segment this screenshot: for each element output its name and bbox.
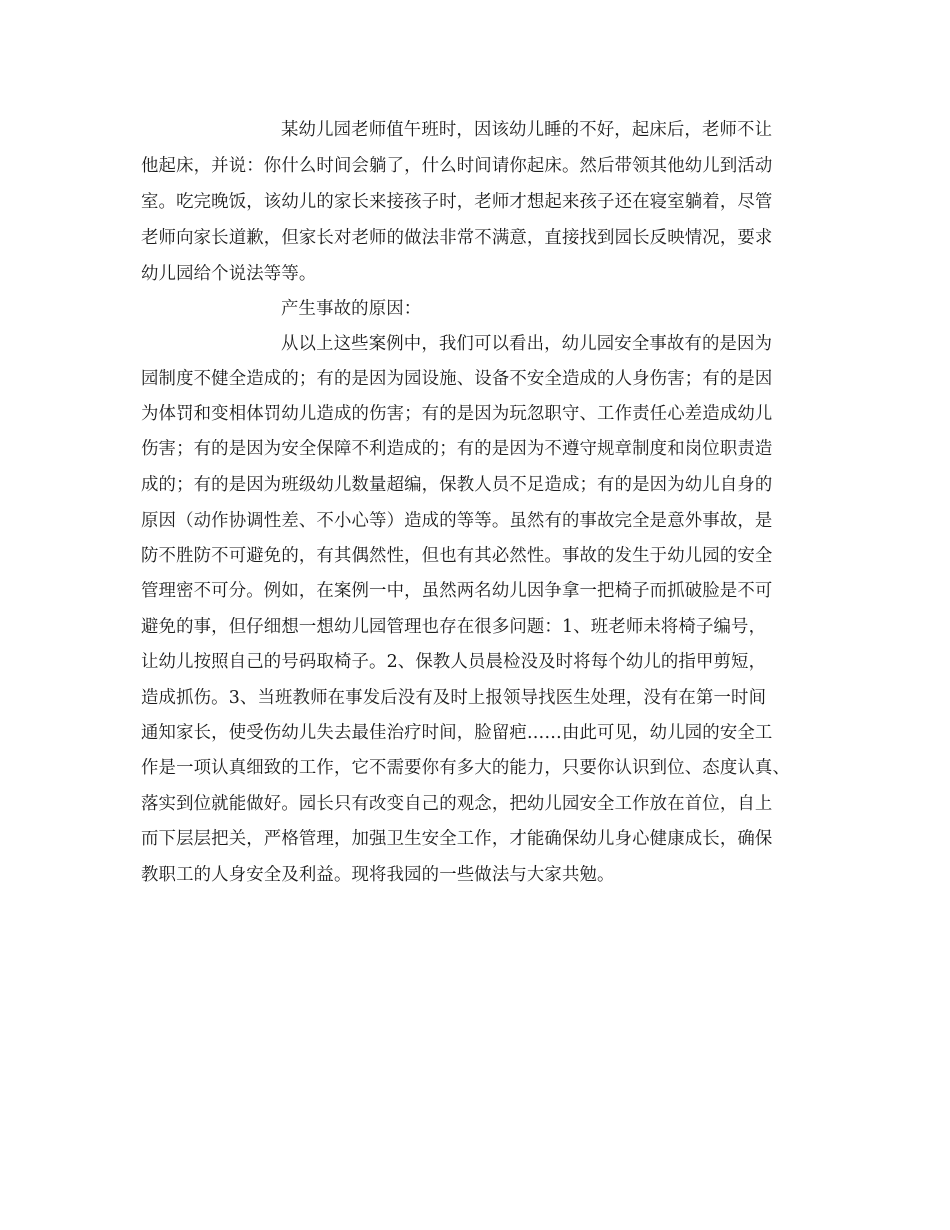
paragraph-1-line-5: 幼儿园给个说法等等。 bbox=[141, 264, 317, 284]
paragraph-3-line-4: 伤害；有的是因为安全保障不利造成的；有的是因为不遵守规章制度和岗位职责造 bbox=[141, 439, 773, 459]
paragraph-1-line-2: 他起床，并说：你什么时间会躺了，什么时间请你起床。然后带领其他幼儿到活动 bbox=[141, 156, 773, 176]
paragraph-3-line-8: 管理密不可分。例如，在案例一中，虽然两名幼儿因争拿一把椅子而抓破脸是不可 bbox=[141, 581, 773, 601]
paragraph-3-line-15: 而下层层把关，严格管理，加强卫生安全工作，才能确保幼儿身心健康成长，确保 bbox=[141, 829, 773, 849]
paragraph-3-line-11: 造成抓伤。3、当班教师在事发后没有及时上报领导找医生处理，没有在第一时间 bbox=[141, 688, 767, 708]
paragraph-3-line-7: 防不胜防不可避免的，有其偶然性，但也有其必然性。事故的发生于幼儿园的安全 bbox=[141, 546, 773, 566]
paragraph-3-line-5: 成的；有的是因为班级幼儿数量超编，保教人员不足造成；有的是因为幼儿自身的 bbox=[141, 475, 773, 495]
paragraph-3-line-16: 教职工的人身安全及利益。现将我园的一些做法与大家共勉。 bbox=[141, 865, 615, 885]
paragraph-3-line-9: 避免的事，但仔细想一想幼儿园管理也存在很多问题：1、班老师未将椅子编号， bbox=[141, 617, 767, 637]
paragraph-3-line-14: 落实到位就能做好。园长只有改变自己的观念，把幼儿园安全工作放在首位，自上 bbox=[141, 794, 773, 814]
paragraph-3-line-10: 让幼儿按照自己的号码取椅子。2、保教人员晨检没及时将每个幼儿的指甲剪短， bbox=[141, 652, 767, 672]
paragraph-1-line-1: 某幼儿园老师值午班时，因该幼儿睡的不好，起床后，老师不让 bbox=[281, 120, 773, 140]
paragraph-3-line-1: 从以上这些案例中，我们可以看出，幼儿园安全事故有的是因为 bbox=[281, 334, 773, 354]
paragraph-3-line-12: 通知家长，使受伤幼儿失去最佳治疗时间，脸留疤……由此可见，幼儿园的安全工 bbox=[141, 723, 773, 743]
paragraph-3-line-2: 园制度不健全造成的；有的是因为园设施、设备不安全造成的人身伤害；有的是因 bbox=[141, 369, 773, 389]
paragraph-3-line-13: 作是一项认真细致的工作，它不需要你有多大的能力，只要你认识到位、态度认真、 bbox=[141, 758, 791, 778]
paragraph-3-line-6: 原因（动作协调性差、不小心等）造成的等等。虽然有的事故完全是意外事故，是 bbox=[141, 511, 773, 531]
paragraph-3-line-3: 为体罚和变相体罚幼儿造成的伤害；有的是因为玩忽职守、工作责任心差造成幼儿 bbox=[141, 404, 773, 424]
paragraph-1-line-4: 老师向家长道歉，但家长对老师的做法非常不满意，直接找到园长反映情况，要求 bbox=[141, 228, 773, 248]
paragraph-1-line-3: 室。吃完晚饭，该幼儿的家长来接孩子时，老师才想起来孩子还在寝室躺着，尽管 bbox=[141, 192, 773, 212]
section-heading-causes: 产生事故的原因： bbox=[281, 299, 422, 319]
